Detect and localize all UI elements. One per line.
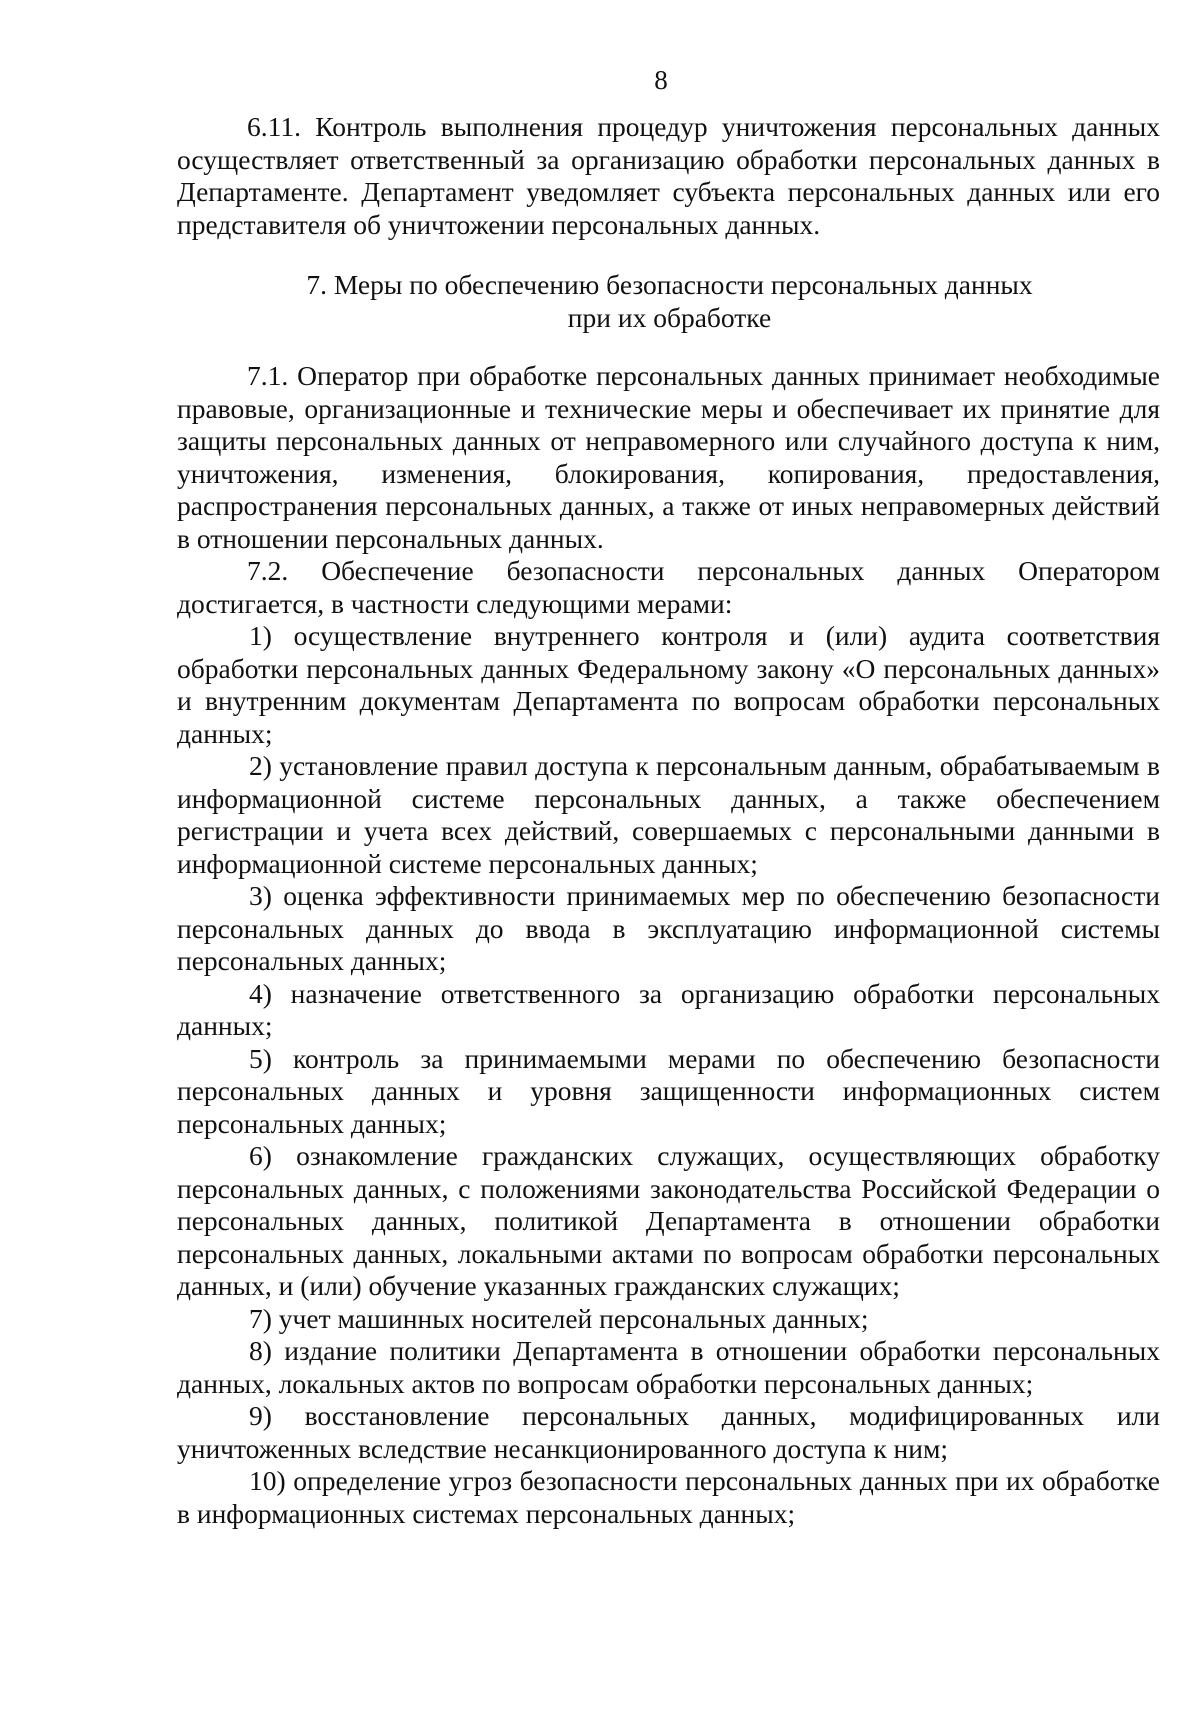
paragraph-7-2: 7.2. Обеспечение безопасности персональных данных Оператором достигается, в частности следующими мерами: — [177, 555, 1160, 619]
list-item-5: 5) контроль за принимаемыми мерами по обеспечению безопасности персональных данных и уровня защищенности информационных систем персональных данных; — [177, 1042, 1160, 1139]
page-number: 8 — [654, 65, 668, 95]
list-item-4: 4) назначение ответственного за организацию обработки персональных данных; — [177, 977, 1160, 1041]
paragraph-6-11: 6.11. Контроль выполнения процедур уничтожения персональных данных осуществляет ответственный за организацию обработки персональных данных в Департаменте. Департамент уведомляет субъекта персональных данных или его представителя об уничтожении персональных данных. — [177, 111, 1160, 240]
document-body — [177, 111, 1160, 1530]
list-item-2: 2) установление правил доступа к персональным данным, обрабатываемым в информационной системе персональных данных, а также обеспечением регистрации и учета всех действий, совершаемых с персональными данными в информационной системе персональных данных; — [177, 750, 1160, 879]
list-item-9: 9) восстановление персональных данных, модифицированных или уничтоженных вследствие несанкционированного доступа к ним; — [177, 1400, 1160, 1464]
list-item-10: 10) определение угроз безопасности персональных данных при их обработке в информационных системах персональных данных; — [177, 1465, 1160, 1529]
list-item-8: 8) издание политики Департамента в отношении обработки персональных данных, локальных актов по вопросам обработки персональных данных; — [177, 1335, 1160, 1399]
section-7-heading — [177, 269, 1160, 334]
list-item-6: 6) ознакомление гражданских служащих, осуществляющих обработку персональных данных, с положениями законодательства Российской Федерации о персональных данных, политикой Департамента в отношении обработки персональных данных, локальными актами по вопросам обработки персональных данных, и (или) обучение указанных гражданских служащих; — [177, 1140, 1160, 1301]
list-item-3: 3) оценка эффективности принимаемых мер по обеспечению безопасности персональных данных до ввода в эксплуатацию информационной системы персональных данных; — [177, 880, 1160, 976]
list-item-1: 1) осуществление внутреннего контроля и (или) аудита соответствия обработки персональных данных Федеральному закону «О персональных данных» и внутренним документам Департамента по вопросам обработки персональных данных; — [177, 620, 1160, 749]
paragraph-7-1: 7.1. Оператор при обработке персональных данных принимает необходимые правовые, организационные и технические меры и обеспечивает их принятие для защиты персональных данных от неправомерного или случайного доступа к ним, уничтожения, изменения, блокирования, копирования, предоставления, распространения персональных данных, а также от иных неправомерных действий в отношении персональных данных. — [177, 360, 1160, 554]
section-7-heading-line-2: при их обработке — [567, 301, 772, 333]
list-item-7: 7) учет машинных носителей персональных данных; — [249, 1302, 869, 1334]
section-7-heading-line-1: 7. Меры по обеспечению безопасности персональных данных — [306, 269, 1033, 300]
